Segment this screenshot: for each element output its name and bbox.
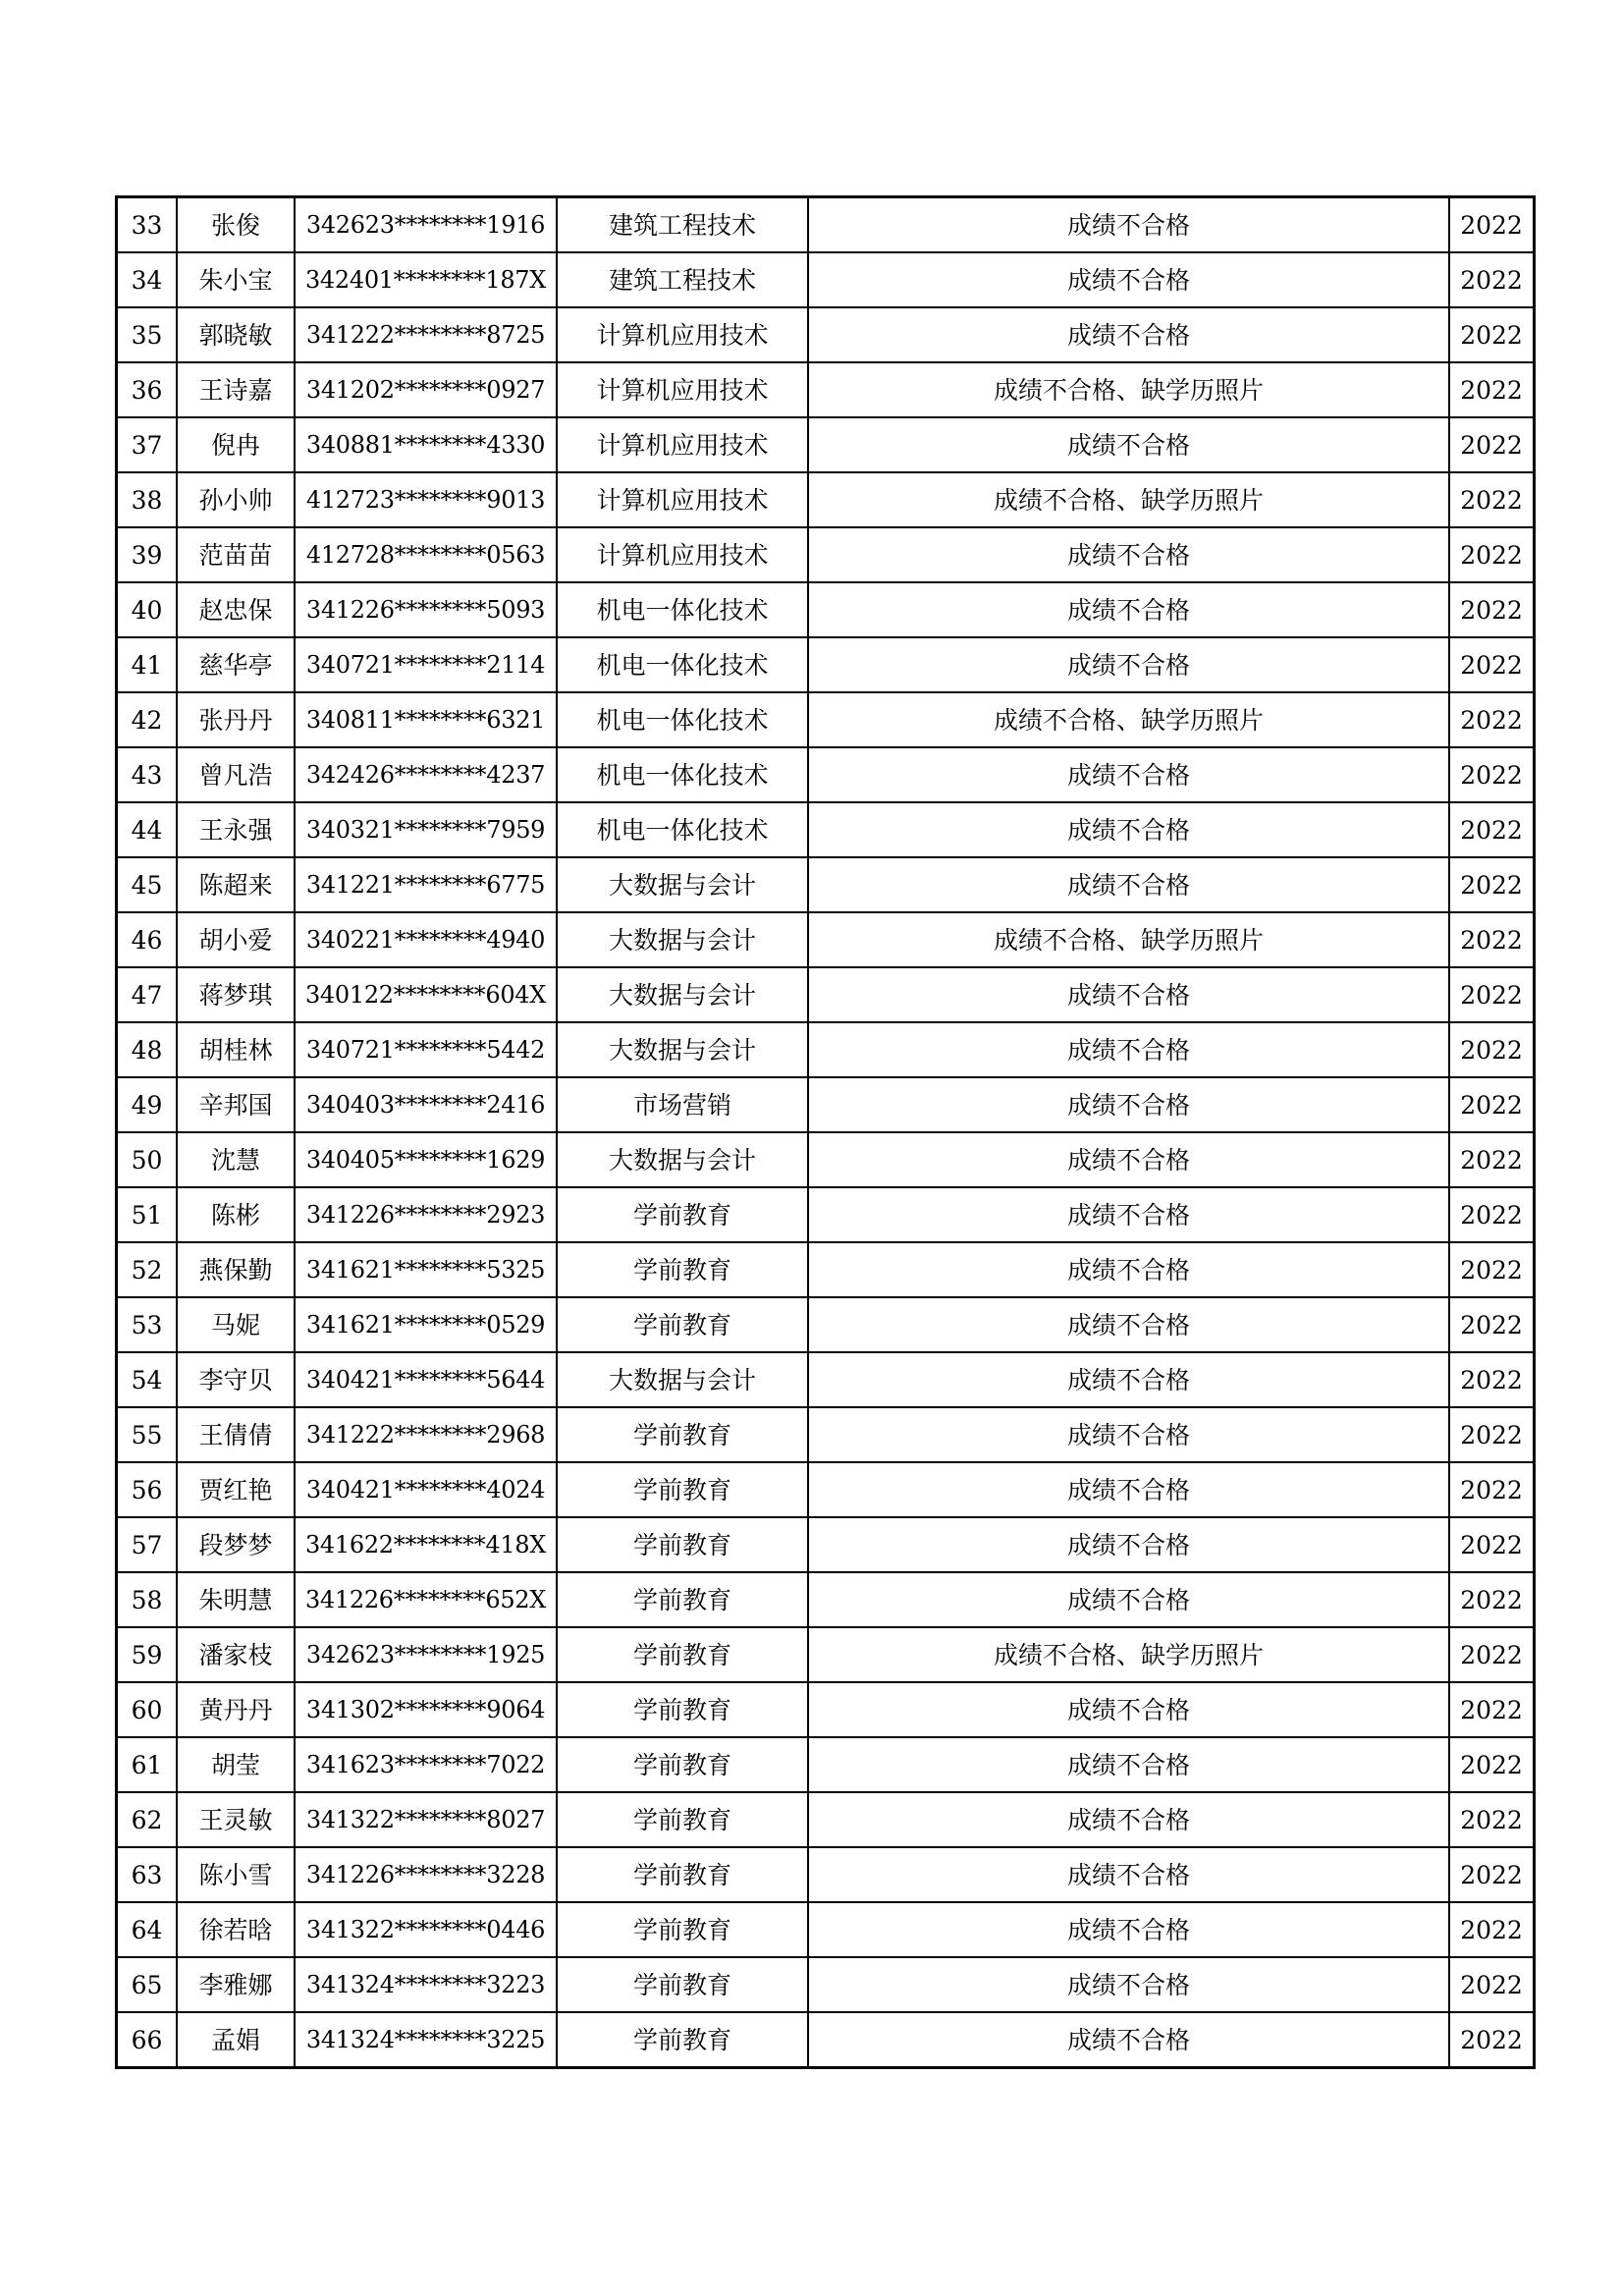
cell-number: 64	[117, 1902, 178, 1957]
cell-major: 学前教育	[557, 1682, 808, 1737]
cell-reason: 成绩不合格	[808, 967, 1449, 1022]
cell-id-number: 340122********604X	[295, 967, 557, 1022]
cell-id-number: 340721********2114	[295, 637, 557, 692]
cell-number: 35	[117, 307, 178, 362]
table-row	[117, 802, 1535, 857]
cell-id-number: 341324********3223	[295, 1957, 557, 2012]
cell-reason: 成绩不合格	[808, 637, 1449, 692]
cell-major: 学前教育	[557, 1462, 808, 1517]
cell-year: 2022	[1449, 1077, 1535, 1132]
table-row	[117, 1407, 1535, 1462]
records-table	[115, 195, 1536, 2069]
cell-number: 41	[117, 637, 178, 692]
cell-number: 55	[117, 1407, 178, 1462]
cell-year: 2022	[1449, 1572, 1535, 1627]
cell-reason: 成绩不合格	[808, 1022, 1449, 1077]
cell-major: 学前教育	[557, 1187, 808, 1242]
table-row	[117, 1132, 1535, 1187]
cell-id-number: 340721********5442	[295, 1022, 557, 1077]
cell-reason: 成绩不合格	[808, 1407, 1449, 1462]
table-row	[117, 1957, 1535, 2012]
cell-year: 2022	[1449, 1407, 1535, 1462]
cell-reason: 成绩不合格	[808, 1792, 1449, 1847]
cell-name: 胡小爱	[177, 912, 295, 967]
cell-name: 徐若晗	[177, 1902, 295, 1957]
cell-name: 慈华亭	[177, 637, 295, 692]
cell-name: 胡桂林	[177, 1022, 295, 1077]
cell-number: 53	[117, 1297, 178, 1352]
table-row	[117, 362, 1535, 417]
cell-reason: 成绩不合格	[808, 1957, 1449, 2012]
table-row	[117, 252, 1535, 307]
cell-reason: 成绩不合格	[808, 1077, 1449, 1132]
cell-year: 2022	[1449, 1902, 1535, 1957]
cell-number: 48	[117, 1022, 178, 1077]
cell-name: 潘家枝	[177, 1627, 295, 1682]
cell-number: 38	[117, 472, 178, 527]
cell-year: 2022	[1449, 1847, 1535, 1902]
cell-number: 60	[117, 1682, 178, 1737]
cell-year: 2022	[1449, 1792, 1535, 1847]
cell-number: 58	[117, 1572, 178, 1627]
cell-reason: 成绩不合格	[808, 1517, 1449, 1572]
cell-year: 2022	[1449, 1737, 1535, 1792]
cell-number: 62	[117, 1792, 178, 1847]
cell-name: 郭晓敏	[177, 307, 295, 362]
cell-name: 李守贝	[177, 1352, 295, 1407]
cell-id-number: 341302********9064	[295, 1682, 557, 1737]
cell-reason: 成绩不合格	[808, 1132, 1449, 1187]
cell-reason: 成绩不合格	[808, 417, 1449, 472]
cell-year: 2022	[1449, 912, 1535, 967]
cell-name: 贾红艳	[177, 1462, 295, 1517]
cell-number: 66	[117, 2012, 178, 2068]
cell-major: 计算机应用技术	[557, 417, 808, 472]
cell-id-number: 342401********187X	[295, 252, 557, 307]
table-row	[117, 1792, 1535, 1847]
cell-major: 学前教育	[557, 1407, 808, 1462]
cell-major: 计算机应用技术	[557, 527, 808, 582]
cell-major: 学前教育	[557, 1242, 808, 1297]
table-row	[117, 2012, 1535, 2068]
cell-number: 34	[117, 252, 178, 307]
cell-major: 学前教育	[557, 1517, 808, 1572]
cell-id-number: 341623********7022	[295, 1737, 557, 1792]
table-row	[117, 307, 1535, 362]
cell-reason: 成绩不合格	[808, 1462, 1449, 1517]
cell-year: 2022	[1449, 747, 1535, 802]
cell-year: 2022	[1449, 1242, 1535, 1297]
cell-id-number: 341621********0529	[295, 1297, 557, 1352]
cell-year: 2022	[1449, 1132, 1535, 1187]
table-row	[117, 472, 1535, 527]
cell-reason: 成绩不合格	[808, 1187, 1449, 1242]
cell-major: 建筑工程技术	[557, 197, 808, 253]
cell-name: 辛邦国	[177, 1077, 295, 1132]
cell-year: 2022	[1449, 2012, 1535, 2068]
cell-number: 46	[117, 912, 178, 967]
cell-id-number: 341226********3228	[295, 1847, 557, 1902]
cell-name: 朱小宝	[177, 252, 295, 307]
cell-name: 王灵敏	[177, 1792, 295, 1847]
cell-year: 2022	[1449, 582, 1535, 637]
cell-reason: 成绩不合格、缺学历照片	[808, 912, 1449, 967]
cell-major: 学前教育	[557, 1792, 808, 1847]
table-row	[117, 857, 1535, 912]
cell-year: 2022	[1449, 197, 1535, 253]
cell-major: 计算机应用技术	[557, 362, 808, 417]
cell-id-number: 412723********9013	[295, 472, 557, 527]
table-row	[117, 197, 1535, 253]
cell-major: 机电一体化技术	[557, 637, 808, 692]
cell-number: 44	[117, 802, 178, 857]
cell-id-number: 341221********6775	[295, 857, 557, 912]
cell-id-number: 341322********8027	[295, 1792, 557, 1847]
cell-id-number: 341621********5325	[295, 1242, 557, 1297]
table-row	[117, 967, 1535, 1022]
cell-name: 陈小雪	[177, 1847, 295, 1902]
records-table-body	[117, 197, 1535, 2068]
cell-number: 59	[117, 1627, 178, 1682]
cell-number: 43	[117, 747, 178, 802]
cell-id-number: 340421********5644	[295, 1352, 557, 1407]
cell-id-number: 340321********7959	[295, 802, 557, 857]
table-row	[117, 1572, 1535, 1627]
cell-major: 学前教育	[557, 1627, 808, 1682]
cell-major: 学前教育	[557, 1297, 808, 1352]
cell-major: 建筑工程技术	[557, 252, 808, 307]
cell-major: 机电一体化技术	[557, 692, 808, 747]
cell-major: 机电一体化技术	[557, 582, 808, 637]
cell-reason: 成绩不合格、缺学历照片	[808, 1627, 1449, 1682]
cell-major: 计算机应用技术	[557, 472, 808, 527]
cell-name: 燕保勤	[177, 1242, 295, 1297]
cell-id-number: 342623********1925	[295, 1627, 557, 1682]
cell-major: 大数据与会计	[557, 912, 808, 967]
cell-id-number: 340881********4330	[295, 417, 557, 472]
cell-reason: 成绩不合格	[808, 1682, 1449, 1737]
cell-major: 大数据与会计	[557, 857, 808, 912]
cell-id-number: 341226********652X	[295, 1572, 557, 1627]
table-row	[117, 1242, 1535, 1297]
cell-reason: 成绩不合格	[808, 582, 1449, 637]
table-row	[117, 1077, 1535, 1132]
cell-id-number: 341622********418X	[295, 1517, 557, 1572]
cell-id-number: 342426********4237	[295, 747, 557, 802]
cell-name: 赵忠保	[177, 582, 295, 637]
cell-id-number: 341324********3225	[295, 2012, 557, 2068]
table-row	[117, 1352, 1535, 1407]
cell-reason: 成绩不合格	[808, 1297, 1449, 1352]
cell-number: 42	[117, 692, 178, 747]
cell-id-number: 341322********0446	[295, 1902, 557, 1957]
cell-major: 计算机应用技术	[557, 307, 808, 362]
cell-id-number: 341222********8725	[295, 307, 557, 362]
table-row	[117, 1847, 1535, 1902]
cell-name: 朱明慧	[177, 1572, 295, 1627]
cell-year: 2022	[1449, 362, 1535, 417]
cell-number: 61	[117, 1737, 178, 1792]
cell-name: 曾凡浩	[177, 747, 295, 802]
cell-name: 孟娟	[177, 2012, 295, 2068]
table-row	[117, 1187, 1535, 1242]
cell-id-number: 340403********2416	[295, 1077, 557, 1132]
cell-year: 2022	[1449, 1682, 1535, 1737]
table-row	[117, 747, 1535, 802]
cell-number: 56	[117, 1462, 178, 1517]
cell-major: 学前教育	[557, 1902, 808, 1957]
cell-reason: 成绩不合格、缺学历照片	[808, 472, 1449, 527]
cell-year: 2022	[1449, 472, 1535, 527]
cell-reason: 成绩不合格	[808, 1847, 1449, 1902]
table-row	[117, 1737, 1535, 1792]
cell-number: 63	[117, 1847, 178, 1902]
table-row	[117, 1462, 1535, 1517]
cell-id-number: 340811********6321	[295, 692, 557, 747]
cell-number: 45	[117, 857, 178, 912]
cell-reason: 成绩不合格、缺学历照片	[808, 692, 1449, 747]
cell-reason: 成绩不合格	[808, 307, 1449, 362]
cell-id-number: 412728********0563	[295, 527, 557, 582]
table-row	[117, 1682, 1535, 1737]
cell-name: 蒋梦琪	[177, 967, 295, 1022]
cell-year: 2022	[1449, 692, 1535, 747]
cell-name: 孙小帅	[177, 472, 295, 527]
cell-number: 52	[117, 1242, 178, 1297]
cell-reason: 成绩不合格、缺学历照片	[808, 362, 1449, 417]
cell-name: 马妮	[177, 1297, 295, 1352]
cell-reason: 成绩不合格	[808, 252, 1449, 307]
table-row	[117, 1297, 1535, 1352]
cell-major: 大数据与会计	[557, 1022, 808, 1077]
cell-year: 2022	[1449, 1297, 1535, 1352]
cell-major: 机电一体化技术	[557, 747, 808, 802]
cell-year: 2022	[1449, 637, 1535, 692]
cell-name: 张丹丹	[177, 692, 295, 747]
table-row	[117, 1517, 1535, 1572]
cell-major: 大数据与会计	[557, 967, 808, 1022]
cell-major: 学前教育	[557, 2012, 808, 2068]
cell-year: 2022	[1449, 1462, 1535, 1517]
cell-major: 学前教育	[557, 1847, 808, 1902]
cell-year: 2022	[1449, 307, 1535, 362]
cell-major: 机电一体化技术	[557, 802, 808, 857]
cell-number: 37	[117, 417, 178, 472]
cell-major: 学前教育	[557, 1737, 808, 1792]
cell-year: 2022	[1449, 417, 1535, 472]
cell-name: 沈慧	[177, 1132, 295, 1187]
cell-year: 2022	[1449, 1517, 1535, 1572]
table-row	[117, 692, 1535, 747]
cell-reason: 成绩不合格	[808, 1242, 1449, 1297]
cell-name: 倪冉	[177, 417, 295, 472]
cell-id-number: 342623********1916	[295, 197, 557, 253]
cell-number: 51	[117, 1187, 178, 1242]
cell-reason: 成绩不合格	[808, 1572, 1449, 1627]
table-row	[117, 912, 1535, 967]
cell-major: 学前教育	[557, 1957, 808, 2012]
cell-number: 50	[117, 1132, 178, 1187]
cell-id-number: 341226********5093	[295, 582, 557, 637]
cell-name: 张俊	[177, 197, 295, 253]
cell-number: 40	[117, 582, 178, 637]
table-row	[117, 1627, 1535, 1682]
cell-major: 市场营销	[557, 1077, 808, 1132]
cell-year: 2022	[1449, 967, 1535, 1022]
cell-name: 李雅娜	[177, 1957, 295, 2012]
cell-reason: 成绩不合格	[808, 527, 1449, 582]
table-row	[117, 417, 1535, 472]
cell-name: 王永强	[177, 802, 295, 857]
cell-name: 胡莹	[177, 1737, 295, 1792]
cell-name: 范苗苗	[177, 527, 295, 582]
cell-number: 54	[117, 1352, 178, 1407]
cell-reason: 成绩不合格	[808, 1737, 1449, 1792]
cell-name: 段梦梦	[177, 1517, 295, 1572]
cell-reason: 成绩不合格	[808, 1902, 1449, 1957]
table-row	[117, 1022, 1535, 1077]
cell-year: 2022	[1449, 1627, 1535, 1682]
cell-reason: 成绩不合格	[808, 802, 1449, 857]
cell-name: 王诗嘉	[177, 362, 295, 417]
cell-id-number: 341202********0927	[295, 362, 557, 417]
cell-id-number: 340221********4940	[295, 912, 557, 967]
cell-number: 47	[117, 967, 178, 1022]
table-row	[117, 1902, 1535, 1957]
cell-id-number: 340405********1629	[295, 1132, 557, 1187]
cell-name: 王倩倩	[177, 1407, 295, 1462]
cell-reason: 成绩不合格	[808, 857, 1449, 912]
cell-year: 2022	[1449, 252, 1535, 307]
cell-number: 65	[117, 1957, 178, 2012]
cell-id-number: 341222********2968	[295, 1407, 557, 1462]
cell-year: 2022	[1449, 1957, 1535, 2012]
cell-id-number: 340421********4024	[295, 1462, 557, 1517]
cell-year: 2022	[1449, 802, 1535, 857]
cell-year: 2022	[1449, 857, 1535, 912]
cell-reason: 成绩不合格	[808, 1352, 1449, 1407]
cell-major: 学前教育	[557, 1572, 808, 1627]
cell-major: 大数据与会计	[557, 1352, 808, 1407]
cell-number: 36	[117, 362, 178, 417]
cell-number: 33	[117, 197, 178, 253]
cell-name: 黄丹丹	[177, 1682, 295, 1737]
cell-major: 大数据与会计	[557, 1132, 808, 1187]
cell-year: 2022	[1449, 1022, 1535, 1077]
cell-number: 57	[117, 1517, 178, 1572]
table-row	[117, 527, 1535, 582]
cell-year: 2022	[1449, 527, 1535, 582]
cell-reason: 成绩不合格	[808, 747, 1449, 802]
cell-number: 49	[117, 1077, 178, 1132]
cell-reason: 成绩不合格	[808, 2012, 1449, 2068]
cell-reason: 成绩不合格	[808, 197, 1449, 253]
cell-id-number: 341226********2923	[295, 1187, 557, 1242]
cell-name: 陈超来	[177, 857, 295, 912]
table-row	[117, 637, 1535, 692]
cell-year: 2022	[1449, 1187, 1535, 1242]
cell-name: 陈彬	[177, 1187, 295, 1242]
cell-year: 2022	[1449, 1352, 1535, 1407]
cell-number: 39	[117, 527, 178, 582]
table-row	[117, 582, 1535, 637]
